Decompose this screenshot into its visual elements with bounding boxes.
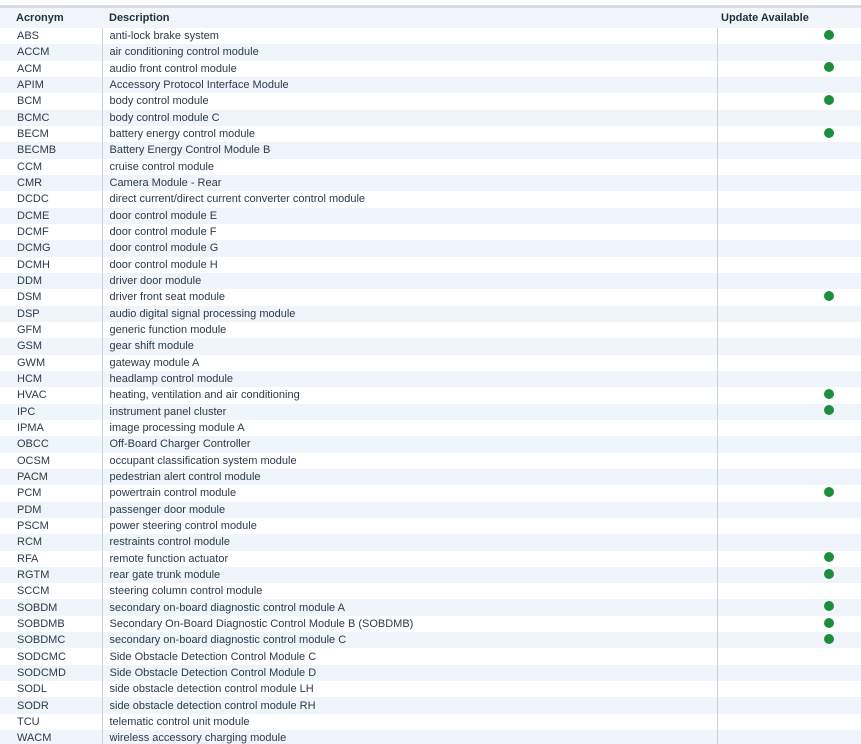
cell-description: door control module F <box>102 224 717 240</box>
cell-acronym: SOBDMC <box>0 632 102 648</box>
cell-update-available <box>717 436 861 452</box>
cell-update-available <box>717 77 861 93</box>
cell-update-available <box>717 567 861 583</box>
cell-description: driver front seat module <box>102 289 717 305</box>
table-row[interactable] <box>0 681 861 697</box>
table-row[interactable] <box>0 436 861 452</box>
cell-update-available <box>717 240 861 256</box>
table-row[interactable] <box>0 289 861 305</box>
cell-acronym: RCM <box>0 534 102 550</box>
table-row[interactable] <box>0 453 861 469</box>
cell-description: side obstacle detection control module RH <box>102 697 717 713</box>
table-row[interactable] <box>0 534 861 550</box>
update-available-icon <box>824 62 834 72</box>
cell-acronym: SODR <box>0 697 102 713</box>
cell-acronym: SODL <box>0 681 102 697</box>
cell-update-available <box>717 518 861 534</box>
table-row[interactable] <box>0 208 861 224</box>
table-row[interactable] <box>0 551 861 567</box>
cell-acronym: ABS <box>0 28 102 44</box>
table-row[interactable] <box>0 404 861 420</box>
table-row[interactable] <box>0 126 861 142</box>
cell-update-available <box>717 273 861 289</box>
module-table <box>0 8 861 744</box>
cell-description: rear gate trunk module <box>102 567 717 583</box>
table-row[interactable] <box>0 730 861 744</box>
table-row[interactable] <box>0 583 861 599</box>
table-row[interactable] <box>0 616 861 632</box>
cell-acronym: ACM <box>0 61 102 77</box>
cell-update-available <box>717 93 861 109</box>
table-row[interactable] <box>0 44 861 60</box>
table-row[interactable] <box>0 240 861 256</box>
cell-acronym: OCSM <box>0 453 102 469</box>
table-row[interactable] <box>0 224 861 240</box>
cell-description: passenger door module <box>102 502 717 518</box>
cell-description: Battery Energy Control Module B <box>102 142 717 158</box>
cell-update-available <box>717 61 861 77</box>
cell-acronym: DSP <box>0 306 102 322</box>
cell-update-available <box>717 551 861 567</box>
cell-update-available <box>717 44 861 60</box>
table-row[interactable] <box>0 632 861 648</box>
cell-update-available <box>717 730 861 744</box>
cell-update-available <box>717 697 861 713</box>
table-row[interactable] <box>0 110 861 126</box>
cell-description: generic function module <box>102 322 717 338</box>
cell-update-available <box>717 648 861 664</box>
cell-description: anti-lock brake system <box>102 28 717 44</box>
table-row[interactable] <box>0 159 861 175</box>
cell-description: door control module E <box>102 208 717 224</box>
cell-acronym: ACCM <box>0 44 102 60</box>
cell-update-available <box>717 485 861 501</box>
cell-acronym: GFM <box>0 322 102 338</box>
cell-acronym: BCMC <box>0 110 102 126</box>
cell-update-available <box>717 502 861 518</box>
table-row[interactable] <box>0 175 861 191</box>
table-row[interactable] <box>0 322 861 338</box>
cell-description: wireless accessory charging module <box>102 730 717 744</box>
cell-acronym: APIM <box>0 77 102 93</box>
table-row[interactable] <box>0 257 861 273</box>
cell-acronym: SCCM <box>0 583 102 599</box>
cell-update-available <box>717 322 861 338</box>
cell-description: direct current/direct current converter control module <box>102 191 717 207</box>
cell-acronym: CCM <box>0 159 102 175</box>
cell-update-available <box>717 28 861 44</box>
table-row[interactable] <box>0 142 861 158</box>
update-available-icon <box>824 569 834 579</box>
cell-description: body control module C <box>102 110 717 126</box>
cell-acronym: IPC <box>0 404 102 420</box>
table-body <box>0 28 861 744</box>
cell-description: Accessory Protocol Interface Module <box>102 77 717 93</box>
cell-update-available <box>717 224 861 240</box>
cell-description: pedestrian alert control module <box>102 469 717 485</box>
column-header-description[interactable]: Description <box>102 8 717 28</box>
cell-update-available <box>717 110 861 126</box>
cell-acronym: BECM <box>0 126 102 142</box>
cell-update-available <box>717 453 861 469</box>
cell-description: battery energy control module <box>102 126 717 142</box>
cell-description: audio digital signal processing module <box>102 306 717 322</box>
update-available-icon <box>824 30 834 40</box>
table-row[interactable] <box>0 77 861 93</box>
cell-description: restraints control module <box>102 534 717 550</box>
cell-description: secondary on-board diagnostic control module C <box>102 632 717 648</box>
table-row[interactable] <box>0 338 861 354</box>
cell-description: cruise control module <box>102 159 717 175</box>
cell-description: occupant classification system module <box>102 453 717 469</box>
cell-update-available <box>717 257 861 273</box>
cell-description: instrument panel cluster <box>102 404 717 420</box>
cell-acronym: SOBDMB <box>0 616 102 632</box>
table-row[interactable] <box>0 648 861 664</box>
cell-update-available <box>717 175 861 191</box>
cell-description: driver door module <box>102 273 717 289</box>
cell-acronym: TCU <box>0 714 102 730</box>
cell-acronym: PDM <box>0 502 102 518</box>
cell-acronym: DCDC <box>0 191 102 207</box>
cell-description: door control module H <box>102 257 717 273</box>
cell-acronym: IPMA <box>0 420 102 436</box>
cell-acronym: PSCM <box>0 518 102 534</box>
cell-update-available <box>717 191 861 207</box>
cell-update-available <box>717 159 861 175</box>
table-row[interactable] <box>0 485 861 501</box>
cell-acronym: GSM <box>0 338 102 354</box>
cell-description: steering column control module <box>102 583 717 599</box>
cell-description: audio front control module <box>102 61 717 77</box>
cell-description: secondary on-board diagnostic control module A <box>102 599 717 615</box>
cell-acronym: DCMG <box>0 240 102 256</box>
cell-update-available <box>717 404 861 420</box>
cell-acronym: DCMF <box>0 224 102 240</box>
table-row[interactable] <box>0 714 861 730</box>
table-row[interactable] <box>0 273 861 289</box>
cell-update-available <box>717 681 861 697</box>
cell-description: telematic control unit module <box>102 714 717 730</box>
cell-acronym: OBCC <box>0 436 102 452</box>
cell-update-available <box>717 469 861 485</box>
cell-acronym: BECMB <box>0 142 102 158</box>
cell-update-available <box>717 387 861 403</box>
cell-acronym: RGTM <box>0 567 102 583</box>
table-row[interactable] <box>0 306 861 322</box>
update-available-icon <box>824 128 834 138</box>
cell-acronym: HVAC <box>0 387 102 403</box>
cell-description: Off-Board Charger Controller <box>102 436 717 452</box>
table-row[interactable] <box>0 567 861 583</box>
cell-update-available <box>717 616 861 632</box>
column-header-update-available[interactable]: Update Available <box>717 8 861 28</box>
cell-update-available <box>717 371 861 387</box>
table-row[interactable] <box>0 355 861 371</box>
cell-acronym: WACM <box>0 730 102 744</box>
table-row[interactable] <box>0 502 861 518</box>
table-row[interactable] <box>0 599 861 615</box>
cell-acronym: DSM <box>0 289 102 305</box>
update-available-icon <box>824 95 834 105</box>
table-row[interactable] <box>0 518 861 534</box>
cell-description: air conditioning control module <box>102 44 717 60</box>
cell-update-available <box>717 289 861 305</box>
table-row[interactable] <box>0 28 861 44</box>
cell-update-available <box>717 142 861 158</box>
update-available-icon <box>824 552 834 562</box>
cell-description: body control module <box>102 93 717 109</box>
cell-acronym: SODCMD <box>0 665 102 681</box>
cell-acronym: CMR <box>0 175 102 191</box>
cell-update-available <box>717 665 861 681</box>
update-available-icon <box>824 487 834 497</box>
cell-acronym: DDM <box>0 273 102 289</box>
cell-description: remote function actuator <box>102 551 717 567</box>
table-row[interactable] <box>0 420 861 436</box>
cell-update-available <box>717 355 861 371</box>
cell-update-available <box>717 583 861 599</box>
cell-acronym: PCM <box>0 485 102 501</box>
cell-update-available <box>717 338 861 354</box>
table-row[interactable] <box>0 665 861 681</box>
column-header-acronym[interactable]: Acronym <box>0 8 102 28</box>
update-available-icon <box>824 405 834 415</box>
table-row[interactable] <box>0 61 861 77</box>
cell-acronym: GWM <box>0 355 102 371</box>
update-available-icon <box>824 389 834 399</box>
table-row[interactable] <box>0 93 861 109</box>
table-row[interactable] <box>0 191 861 207</box>
cell-acronym: HCM <box>0 371 102 387</box>
cell-description: door control module G <box>102 240 717 256</box>
cell-acronym: RFA <box>0 551 102 567</box>
cell-description: gateway module A <box>102 355 717 371</box>
cell-acronym: SOBDM <box>0 599 102 615</box>
cell-description: Side Obstacle Detection Control Module C <box>102 648 717 664</box>
cell-update-available <box>717 126 861 142</box>
table-header-row <box>0 8 861 28</box>
cell-acronym: PACM <box>0 469 102 485</box>
table-row[interactable] <box>0 371 861 387</box>
cell-description: Side Obstacle Detection Control Module D <box>102 665 717 681</box>
cell-description: gear shift module <box>102 338 717 354</box>
cell-update-available <box>717 420 861 436</box>
cell-description: side obstacle detection control module LH <box>102 681 717 697</box>
cell-update-available <box>717 208 861 224</box>
table-row[interactable] <box>0 697 861 713</box>
cell-update-available <box>717 599 861 615</box>
cell-description: heating, ventilation and air conditioning <box>102 387 717 403</box>
cell-description: powertrain control module <box>102 485 717 501</box>
table-row[interactable] <box>0 387 861 403</box>
cell-acronym: DCMH <box>0 257 102 273</box>
cell-description: Camera Module - Rear <box>102 175 717 191</box>
cell-acronym: DCME <box>0 208 102 224</box>
cell-update-available <box>717 714 861 730</box>
cell-description: headlamp control module <box>102 371 717 387</box>
cell-update-available <box>717 534 861 550</box>
cell-description: power steering control module <box>102 518 717 534</box>
cell-update-available <box>717 306 861 322</box>
cell-description: image processing module A <box>102 420 717 436</box>
cell-description: Secondary On-Board Diagnostic Control Module B (SOBDMB) <box>102 616 717 632</box>
table-row[interactable] <box>0 469 861 485</box>
update-available-icon <box>824 601 834 611</box>
update-available-icon <box>824 618 834 628</box>
cell-acronym: BCM <box>0 93 102 109</box>
update-available-icon <box>824 291 834 301</box>
cell-update-available <box>717 632 861 648</box>
update-available-icon <box>824 634 834 644</box>
cell-acronym: SODCMC <box>0 648 102 664</box>
